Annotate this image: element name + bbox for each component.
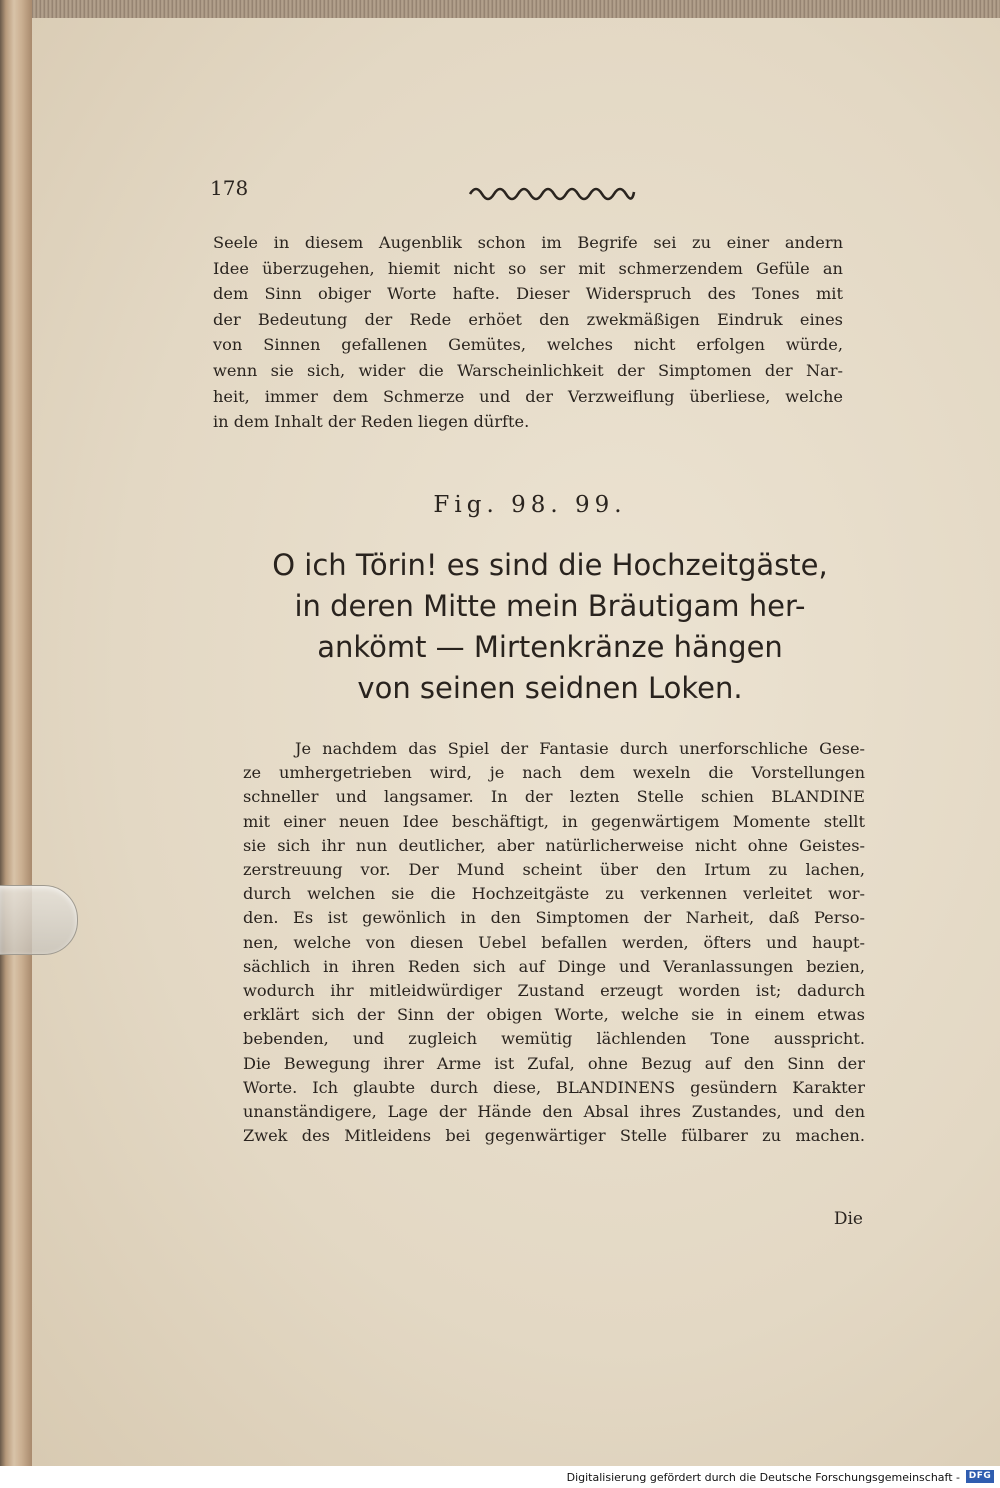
page-number: 178 — [210, 176, 249, 200]
text-line: von Sinnen gefallenen Gemütes, welches nicht erfolgen würde, — [213, 335, 843, 355]
catchword: Die — [833, 1209, 863, 1229]
text-line: sächlich in ihren Reden sich auf Dinge und Veranlassungen bezien, — [243, 956, 865, 976]
text-line: Die Bewegung ihrer Arme ist Zufal, ohne Bezug auf den Sinn der — [243, 1053, 865, 1073]
book-left-edge — [0, 0, 32, 1466]
text-line: der Bedeutung der Rede erhöet den zwekmäßigen Eindruk eines — [213, 309, 843, 329]
text-line: heit, immer dem Schmerze und der Verzweiflung überliese, welche — [213, 386, 843, 406]
footer-credit: Digitalisierung gefördert durch die Deutsche Forschungsgemeinschaft - — [566, 1471, 960, 1484]
text-line: erklärt sich der Sinn der obigen Worte, welche sie in einem etwas — [243, 1005, 865, 1025]
text-line: bebenden, und zugleich wemütig lächlenden Tone ausspricht. — [243, 1029, 865, 1049]
text-line: durch welchen sie die Hochzeitgäste zu verkennen verleitet wor- — [243, 884, 865, 904]
paragraph-main — [243, 737, 865, 1148]
text-line: mit einer neuen Idee beschäftigt, in gegenwärtigem Momente stellt — [243, 811, 865, 831]
text-line: sie sich ihr nun deutlicher, aber natürlicherweise nicht ohne Geistes- — [243, 835, 865, 855]
digitization-footer — [0, 1466, 1000, 1488]
text-line: ze umhergetrieben wird, je nach dem wexeln die Vorstellungen — [243, 763, 865, 783]
quote-line: in deren Mitte mein Bräutigam her- — [294, 589, 806, 623]
text-line: dem Sinn obiger Worte hafte. Dieser Widerspruch des Tones mit — [213, 284, 843, 304]
text-line: in dem Inhalt der Reden liegen dürfte. — [213, 412, 530, 432]
page-clip-tab — [0, 885, 78, 955]
text-line: zerstreuung vor. Der Mund scheint über den Irtum zu lachen, — [243, 860, 865, 880]
quote-block — [220, 545, 880, 709]
text-line: Seele in diesem Augenblik schon im Begrife sei zu einer andern — [213, 233, 843, 252]
text-line: Je nachdem das Spiel der Fantasie durch unerforschliche Gese- — [295, 739, 865, 758]
text-line: schneller und langsamer. In der lezten Stelle schien BLANDINE — [243, 787, 865, 807]
text-line: Zwek des Mitleidens bei gegenwärtiger Stelle fülbarer zu machen. — [243, 1126, 865, 1146]
text-line: unanständigere, Lage der Hände den Absal ihres Zustandes, und den — [243, 1102, 865, 1122]
text-line: Worte. Ich glaubte durch diese, BLANDINENS gesündern Karakter — [243, 1077, 865, 1097]
quote-line: O ich Törin! es sind die Hochzeitgäste, — [272, 548, 828, 582]
text-line: nen, welche von diesen Uebel befallen werden, öfters und haupt- — [243, 932, 865, 952]
dfg-logo-icon: DFG — [966, 1470, 994, 1483]
text-line: Idee überzugehen, hiemit nicht so ser mit schmerzendem Gefüle an — [213, 258, 843, 278]
quote-line: ankömt — Mirtenkränze hängen — [317, 630, 783, 664]
text-line: den. Es ist gewönlich in den Simptomen der Narheit, daß Perso- — [243, 908, 865, 928]
text-line: wodurch ihr mitleidwürdiger Zustand erzeugt worden ist; dadurch — [243, 981, 865, 1001]
text-line: wenn sie sich, wider die Warscheinlichkeit der Simptomen der Nar- — [213, 360, 843, 380]
quote-line: von seinen seidnen Loken. — [357, 671, 743, 705]
paragraph-top — [213, 230, 843, 435]
wave-ornament-icon — [468, 180, 638, 204]
figure-label: Fig. 98. 99. — [433, 492, 627, 518]
